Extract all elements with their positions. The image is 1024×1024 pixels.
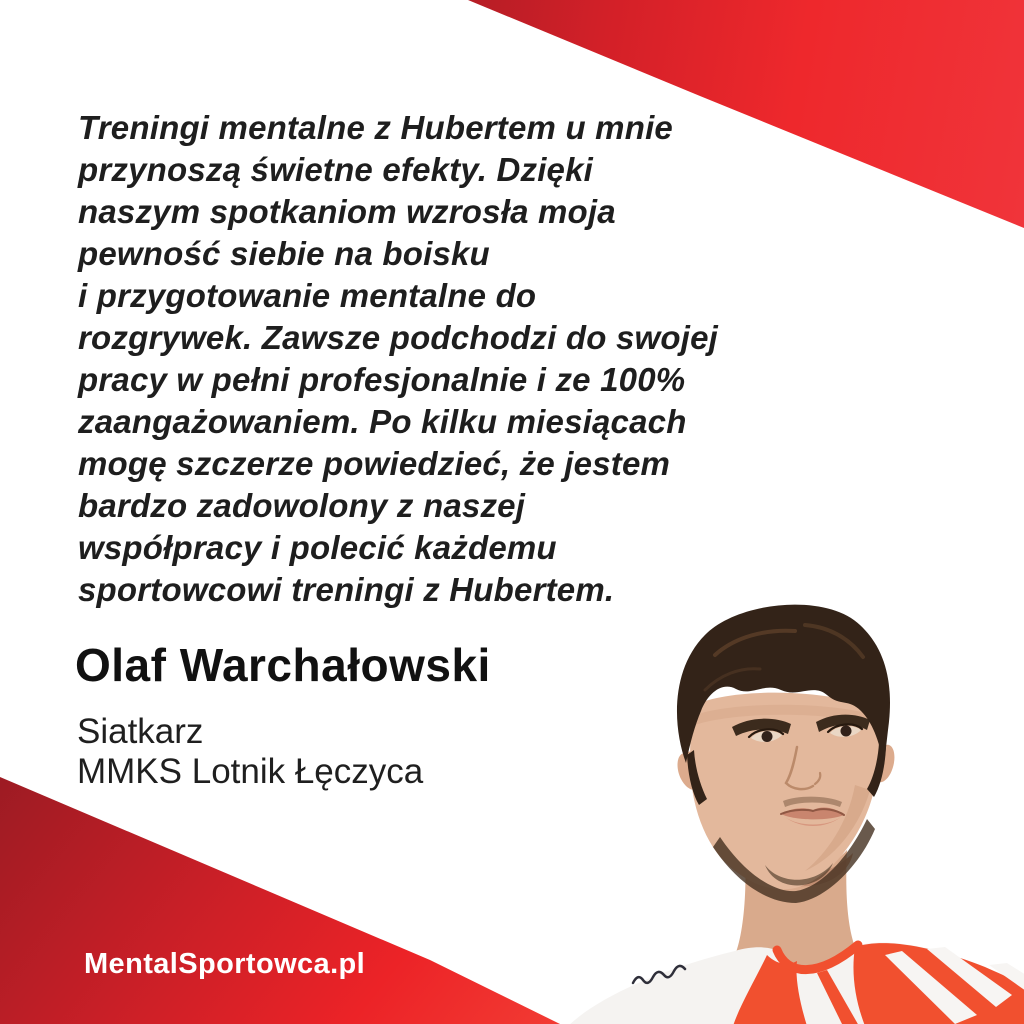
quote-line: przynoszą świetne efekty. Dzięki [78,151,594,188]
quote-line: mogę szczerze powiedzieć, że jestem [78,445,671,482]
quote-line: sportowcowi treningi z Hubertem. [78,571,615,608]
quote-line: i przygotowanie mentalne do [78,277,537,314]
person-club: MMKS Lotnik Łęczyca [77,752,424,791]
person-credentials [77,712,423,792]
person-role: Siatkarz [77,712,204,751]
right-iris [841,726,852,737]
brand-wordmark: MentalSportowca.pl [84,948,366,980]
athlete-photo [555,595,1024,1024]
quote-line: naszym spotkaniom wzrosła moja [78,193,616,230]
quote-line: pewność siebie na boisku [78,235,490,272]
person-name: Olaf Warchałowski [75,639,491,691]
quote-line: zaangażowaniem. Po kilku miesiącach [78,403,687,440]
quote-line: pracy w pełni profesjonalnie i ze 100% [78,361,686,398]
quote-line: rozgrywek. Zawsze podchodzi do swojej [78,319,719,356]
quote-line: Treningi mentalne z Hubertem u mnie [78,109,673,146]
testimonial-quote [78,107,738,611]
quote-line: bardzo zadowolony z naszej [78,487,526,524]
left-iris [762,731,773,742]
bottom-left-red-ribbon [0,777,560,1024]
quote-line: współpracy i polecić każdemu [78,529,557,566]
